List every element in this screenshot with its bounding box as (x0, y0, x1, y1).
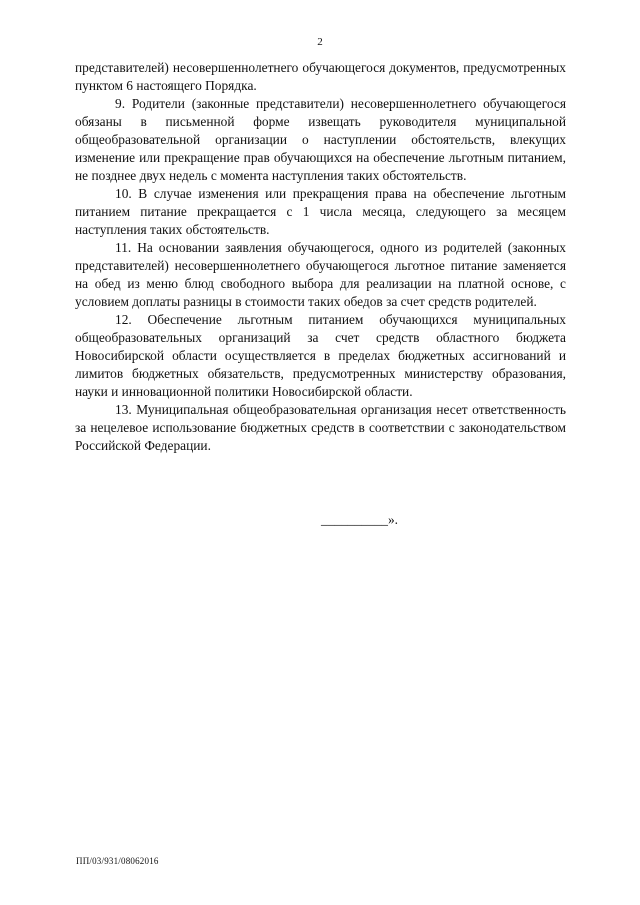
document-body (75, 59, 566, 455)
document-code: ПП/03/931/08062016 (76, 856, 159, 866)
closing-line: __________». (321, 512, 398, 527)
paragraph-item-11: 11. На основании заявления обучающегося, одного из родителей (законных представителей) несовершеннолетнего обучающегося льготное питание заменяется на обед из меню блюд свободного выбора для реализации на платной основе, с условием доплаты разницы в стоимости таких обедов за счет средств родителей. (75, 240, 566, 309)
paragraph-continuation: представителей) несовершеннолетнего обучающегося документов, предусмотренных пунктом 6 настоящего Порядка. (75, 60, 566, 93)
paragraph-item-12: 12. Обеспечение льготным питанием обучающихся муниципальных общеобразовательных организаций за счет средств областного бюджета Новосибирской области осуществляется в пределах бюджетных ассигнований и лимитов бюджетных обязательств, предусмотренных министерству образования, науки и инновационной политики Новосибирской области. (75, 312, 566, 399)
paragraph-item-13: 13. Муниципальная общеобразовательная организация несет ответственность за нецелевое использование бюджетных средств в соответствии с законодательством Российской Федерации. (75, 402, 566, 453)
page-number: 2 (317, 36, 323, 48)
paragraph-item-9: 9. Родители (законные представители) несовершеннолетнего обучающегося обязаны в письменной форме извещать руководителя муниципальной общеобразовательной организации о наступлении обстоятельств, влекущих изменение или прекращение прав обучающихся на обеспечение льготным питанием, не позднее двух недель с момента наступления таких обстоятельств. (75, 96, 566, 183)
paragraph-item-10: 10. В случае изменения или прекращения права на обеспечение льготным питанием питание прекращается с 1 числа месяца, следующего за месяцем наступления таких обстоятельств. (75, 186, 566, 237)
